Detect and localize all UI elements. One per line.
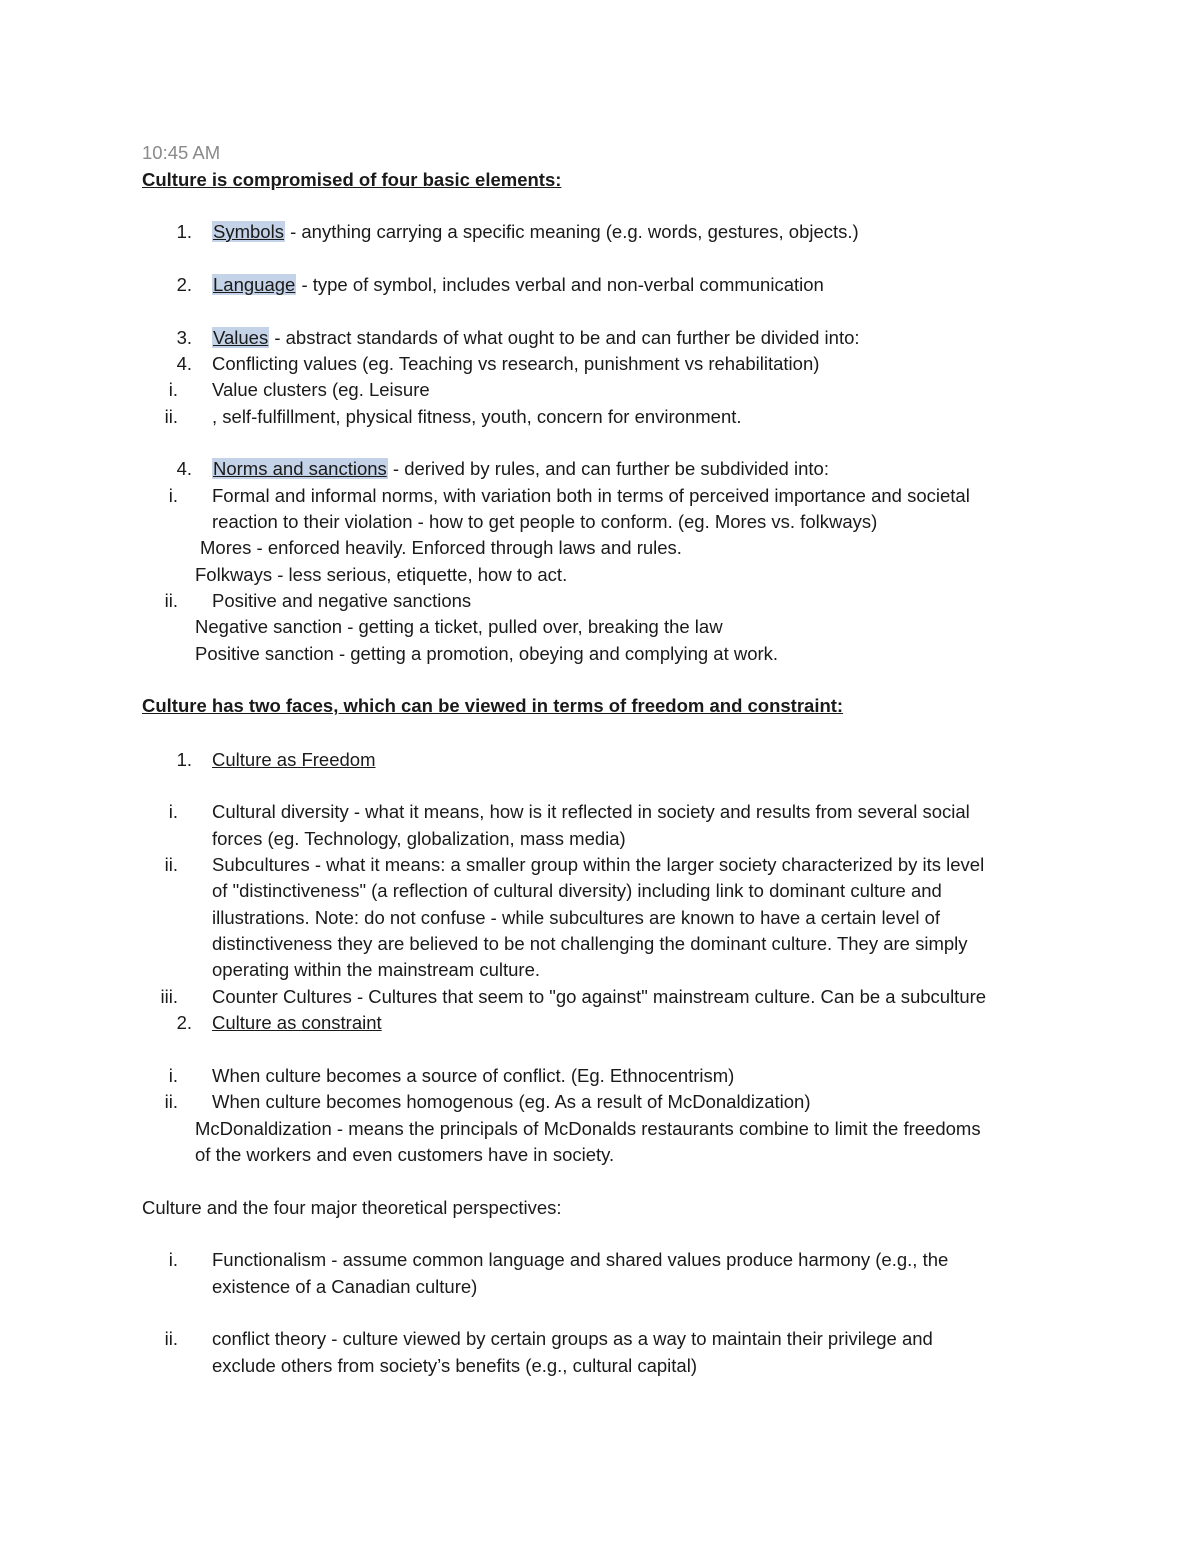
section-heading-elements: Culture is compromised of four basic elements: <box>142 169 562 190</box>
subheading-freedom: Culture as Freedom <box>212 749 376 770</box>
list-item: When culture becomes homogenous (eg. As a result of McDonaldization) <box>212 1091 811 1112</box>
term-symbols: Symbols <box>213 221 284 242</box>
list-item-continuation: exclude others from society’s benefits (e.g., cultural capital) <box>212 1355 697 1376</box>
list-marker: 2. <box>176 274 192 295</box>
list-item <box>212 326 860 350</box>
list-item: Value clusters (eg. Leisure <box>212 379 430 400</box>
list-item <box>212 457 829 481</box>
item-text: - type of symbol, includes verbal and non-verbal communication <box>296 274 824 295</box>
list-marker: i. <box>168 1065 178 1086</box>
list-item-continuation: distinctiveness they are believed to be not challenging the dominant culture. They are simply <box>212 933 968 954</box>
sub-note: McDonaldization - means the principals of McDonalds restaurants combine to limit the freedoms <box>195 1118 981 1139</box>
list-marker: ii. <box>164 406 178 427</box>
list-marker: iii. <box>160 986 178 1007</box>
list-item-continuation: illustrations. Note: do not confuse - while subcultures are known to have a certain level of <box>212 907 941 928</box>
list-item-continuation: operating within the mainstream culture. <box>212 959 541 980</box>
list-item <box>212 273 824 297</box>
list-item: Positive and negative sanctions <box>212 590 472 611</box>
list-marker: ii. <box>164 590 178 611</box>
list-marker: 3. <box>176 327 192 348</box>
list-item-continuation: of "distinctiveness" (a reflection of cultural diversity) including link to dominant culture and <box>212 880 942 901</box>
term-values: Values <box>213 327 269 348</box>
list-item: Counter Cultures - Cultures that seem to "go against" mainstream culture. Can be a subculture <box>212 986 987 1007</box>
list-item: conflict theory - culture viewed by certain groups as a way to maintain their privilege and <box>212 1328 933 1349</box>
list-marker: i. <box>168 485 178 506</box>
list-item: , self-fulfillment, physical fitness, youth, concern for environment. <box>212 406 742 427</box>
list-marker: 4. <box>176 458 192 479</box>
sub-note: Mores - enforced heavily. Enforced through laws and rules. <box>200 537 682 558</box>
list-item: Subcultures - what it means: a smaller group within the larger society characterized by its level <box>212 854 985 875</box>
list-item: Conflicting values (eg. Teaching vs research, punishment vs rehabilitation) <box>212 353 820 374</box>
list-marker: i. <box>168 1249 178 1270</box>
list-marker: i. <box>168 379 178 400</box>
list-item-continuation: existence of a Canadian culture) <box>212 1276 478 1297</box>
list-item: Cultural diversity - what it means, how is it reflected in society and results from several social <box>212 801 970 822</box>
list-item-continuation: reaction to their violation - how to get people to conform. (eg. Mores vs. folkways) <box>212 511 878 532</box>
list-marker: ii. <box>164 854 178 875</box>
list-marker: 1. <box>176 221 192 242</box>
list-marker: i. <box>168 801 178 822</box>
list-marker: 1. <box>176 749 192 770</box>
list-item-continuation: forces (eg. Technology, globalization, mass media) <box>212 828 626 849</box>
list-item: Functionalism - assume common language and shared values produce harmony (e.g., the <box>212 1249 949 1270</box>
list-item <box>212 220 859 244</box>
section-heading-perspectives: Culture and the four major theoretical perspectives: <box>142 1197 562 1218</box>
term-language: Language <box>213 274 296 295</box>
subheading-constraint: Culture as constraint <box>212 1012 382 1033</box>
section-heading-faces: Culture has two faces, which can be viewed in terms of freedom and constraint: <box>142 695 844 716</box>
item-text: - abstract standards of what ought to be and can further be divided into: <box>269 327 860 348</box>
timestamp: 10:45 AM <box>142 142 221 163</box>
list-marker: 2. <box>176 1012 192 1033</box>
list-marker: ii. <box>164 1091 178 1112</box>
item-text: - derived by rules, and can further be subdivided into: <box>387 458 829 479</box>
sub-note: Negative sanction - getting a ticket, pulled over, breaking the law <box>195 616 723 637</box>
list-item: Formal and informal norms, with variation both in terms of perceived importance and societal <box>212 485 970 506</box>
list-marker: ii. <box>164 1328 178 1349</box>
sub-note: Positive sanction - getting a promotion, obeying and complying at work. <box>195 643 779 664</box>
item-text: - anything carrying a specific meaning (e.g. words, gestures, objects.) <box>284 221 859 242</box>
sub-note: of the workers and even customers have in society. <box>195 1144 615 1165</box>
list-marker: 4. <box>176 353 192 374</box>
sub-note: Folkways - less serious, etiquette, how to act. <box>195 564 568 585</box>
term-norms-sanctions: Norms and sanctions <box>213 458 387 479</box>
list-item: When culture becomes a source of conflict. (Eg. Ethnocentrism) <box>212 1065 735 1086</box>
